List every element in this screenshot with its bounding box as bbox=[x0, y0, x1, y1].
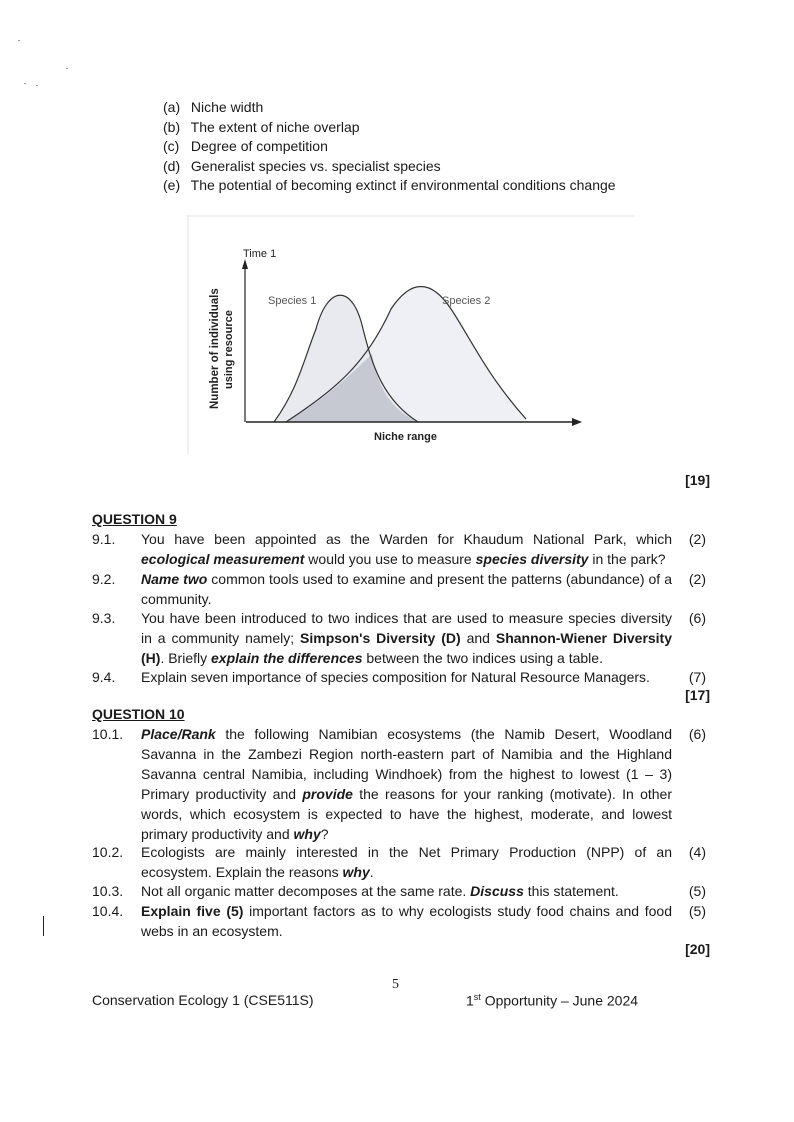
footer-course: Conservation Ecology 1 (CSE511S) bbox=[92, 992, 314, 1008]
y-axis-label-line2: using resource bbox=[223, 310, 235, 389]
sub-item: (e) The potential of becoming extinct if environmental conditions change bbox=[163, 177, 616, 194]
question-marks: (5) bbox=[688, 903, 706, 919]
niche-overlap-diagram bbox=[186, 214, 634, 454]
question-number: 9.1. bbox=[92, 531, 116, 547]
scan-speck bbox=[36, 85, 38, 86]
question-10-2 bbox=[92, 842, 710, 882]
question-text: Not all organic matter decomposes at the same rate. Discuss this statement. bbox=[141, 883, 619, 899]
footer-opportunity: 1st Opportunity – June 2024 bbox=[466, 992, 639, 1009]
question-marks: (7) bbox=[688, 669, 706, 685]
sub-item-list bbox=[163, 98, 616, 196]
question-number: 10.4. bbox=[92, 903, 124, 919]
x-axis-arrow bbox=[572, 418, 582, 426]
question10-title: QUESTION 10 bbox=[92, 706, 185, 722]
question8-total: [19] bbox=[685, 472, 710, 488]
question9-title: QUESTION 9 bbox=[92, 511, 177, 527]
scan-speck bbox=[18, 40, 20, 41]
question-marks: (6) bbox=[688, 726, 706, 742]
question-text: You have been appointed as the Warden for Khaudum National Park, which ecological measurement would you use to measure species diversity in the park? bbox=[141, 531, 672, 567]
sub-item: (b) The extent of niche overlap bbox=[163, 118, 360, 135]
question-text: You have been introduced to two indices that are used to measure species diversity in a community namely; Simpson's Diversity (D) and Shannon-Wiener Diversity (H). Briefly explain the differences between the two indices using a table. bbox=[141, 610, 673, 666]
question-9-1 bbox=[92, 529, 710, 569]
question-marks: (5) bbox=[688, 883, 706, 899]
question-9-4 bbox=[92, 667, 710, 687]
question10-total: [20] bbox=[685, 941, 710, 957]
question-text: Place/Rank the following Namibian ecosystems (the Namib Desert, Woodland Savanna in the Zambezi Region north-eastern part of Namibia and the Highland Savanna central Namibia, including Windhoek) from the highest to lowest (1 – 3) Primary productivity and provide the reasons for your ranking (motivate). In other words, which ecosystem is expected to have the highest, moderate, and lowest primary productivity and why? bbox=[141, 726, 672, 842]
question-9-3 bbox=[92, 608, 710, 668]
sub-item: (d) Generalist species vs. specialist species bbox=[163, 157, 441, 174]
scan-speck bbox=[24, 83, 26, 84]
question-marks: (2) bbox=[688, 571, 706, 587]
question-marks: (6) bbox=[688, 610, 706, 626]
question-marks: (4) bbox=[688, 844, 706, 860]
question-number: 10.3. bbox=[92, 883, 124, 899]
y-axis-label-line1: Number of individuals bbox=[209, 288, 221, 409]
question-number: 10.2. bbox=[92, 844, 124, 860]
question-text: Name two common tools used to examine and present the patterns (abundance) of a community. bbox=[141, 571, 672, 607]
x-axis-label: Niche range bbox=[374, 431, 437, 443]
question9-total: [17] bbox=[685, 687, 710, 703]
scan-speck bbox=[66, 68, 68, 69]
species1-label: Species 1 bbox=[268, 295, 317, 307]
sub-item: (a) Niche width bbox=[163, 99, 264, 115]
page-number: 5 bbox=[392, 977, 399, 992]
y-axis-arrow bbox=[242, 259, 248, 269]
time-label: Time 1 bbox=[243, 248, 277, 260]
question-number: 10.1. bbox=[92, 726, 124, 742]
species2-label: Species 2 bbox=[442, 295, 491, 307]
question-9-2 bbox=[92, 569, 710, 609]
question-number: 9.2. bbox=[92, 571, 116, 587]
question-number: 9.3. bbox=[92, 610, 116, 626]
question-text: Ecologists are mainly interested in the Net Primary Production (NPP) of an ecosystem. Explain the reasons why. bbox=[141, 844, 672, 880]
question-marks: (2) bbox=[688, 531, 706, 547]
scan-mark bbox=[43, 916, 44, 936]
sub-item: (c) Degree of competition bbox=[163, 138, 328, 155]
question-number: 9.4. bbox=[92, 669, 116, 685]
question-10-1 bbox=[92, 724, 710, 844]
niche-overlap-figure bbox=[186, 214, 634, 454]
question-text: Explain seven importance of species composition for Natural Resource Managers. bbox=[141, 669, 650, 685]
question-10-3 bbox=[92, 881, 710, 901]
question-10-4 bbox=[92, 901, 710, 941]
question-text: Explain five (5) important factors as to why ecologists study food chains and food webs in an ecosystem. bbox=[141, 903, 673, 939]
